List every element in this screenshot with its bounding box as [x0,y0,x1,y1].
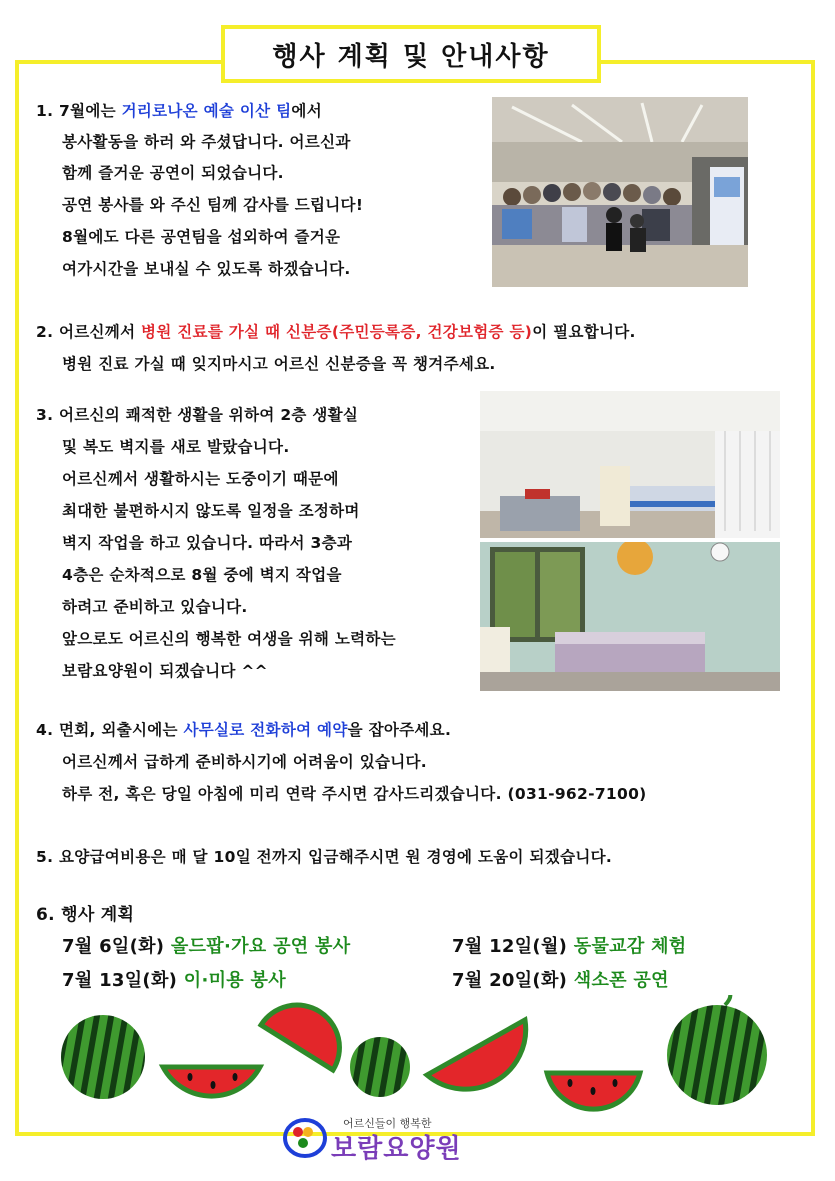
item3-line: 벽지 작업을 하고 있습니다. 따라서 3층과 [62,534,353,552]
item1-line: 함께 즐거운 공연이 되었습니다. [62,164,284,182]
page-title: 행사 계획 및 안내사항 [221,25,601,83]
event-item: 7월 6일(화) 올드팝·가요 공연 봉사 [62,936,351,957]
item1-line: 봉사활동을 하러 와 주셨답니다. 어르신과 [62,133,351,151]
item3-line: 보람요양원이 되겠습니다 ^^ [62,662,268,680]
item3-line1: 3. 어르신의 쾌적한 생활을 위하여 2층 생활실 [36,406,359,424]
item5-line: 5. 요양급여비용은 매 달 10일 전까지 입금해주시면 원 경영에 도움이 되겠습니다. [36,848,613,866]
event-item: 7월 20일(화) 색소폰 공연 [452,970,669,991]
item2-line1: 2. 어르신께서 병원 진료를 가실 때 신분증(주민등록증, 건강보험증 등)이 필요합니다. [36,323,636,341]
item4-line3: 하루 전, 혹은 당일 아침에 미리 연락 주시면 감사드리겠습니다. (031-962-7100) [62,785,647,803]
item3-line: 최대한 불편하시지 않도록 일정을 조정하며 [62,502,360,520]
event-item: 7월 13일(화) 이·미용 봉사 [62,970,286,991]
item1-line: 공연 봉사를 와 주신 팀께 감사를 드립니다! [62,196,364,214]
item3-line: 하려고 준비하고 있습니다. [62,598,248,616]
item3-line: 어르신께서 생활하시는 도중이기 때문에 [62,470,339,488]
room-photo-1 [480,391,780,538]
performance-photo [492,97,748,287]
logo-tagline: 어르신들이 행복한 [343,1117,432,1130]
item4-line1: 4. 면회, 외출시에는 사무실로 전화하여 예약을 잡아주세요. [36,721,452,739]
item6-heading: 6. 행사 계획 [36,905,135,925]
item3-line: 및 복도 벽지를 새로 발랐습니다. [62,438,290,456]
room-photo-2 [480,542,780,691]
event-item: 7월 12일(월) 동물교감 체험 [452,936,687,957]
logo-name: 보람요양원 [331,1134,462,1164]
item3-line: 4층은 순차적으로 8월 중에 벽지 작업을 [62,566,342,584]
item1-line: 여가시간을 보내실 수 있도록 하겠습니다. [62,260,351,278]
item4-line2: 어르신께서 급하게 준비하시기에 어려움이 있습니다. [62,753,427,771]
logo [283,1115,523,1165]
watermelon-decoration [55,995,785,1120]
logo-icon [283,1118,327,1158]
item1-line1: 1. 7월에는 거리로나온 예술 이산 팀에서 [36,102,322,120]
item2-line2: 병원 진료 가실 때 잊지마시고 어르신 신분증을 꼭 챙겨주세요. [62,355,496,373]
item3-line: 앞으로도 어르신의 행복한 여생을 위해 노력하는 [62,630,396,648]
item1-line: 8월에도 다른 공연팀을 섭외하여 즐거운 [62,228,341,246]
